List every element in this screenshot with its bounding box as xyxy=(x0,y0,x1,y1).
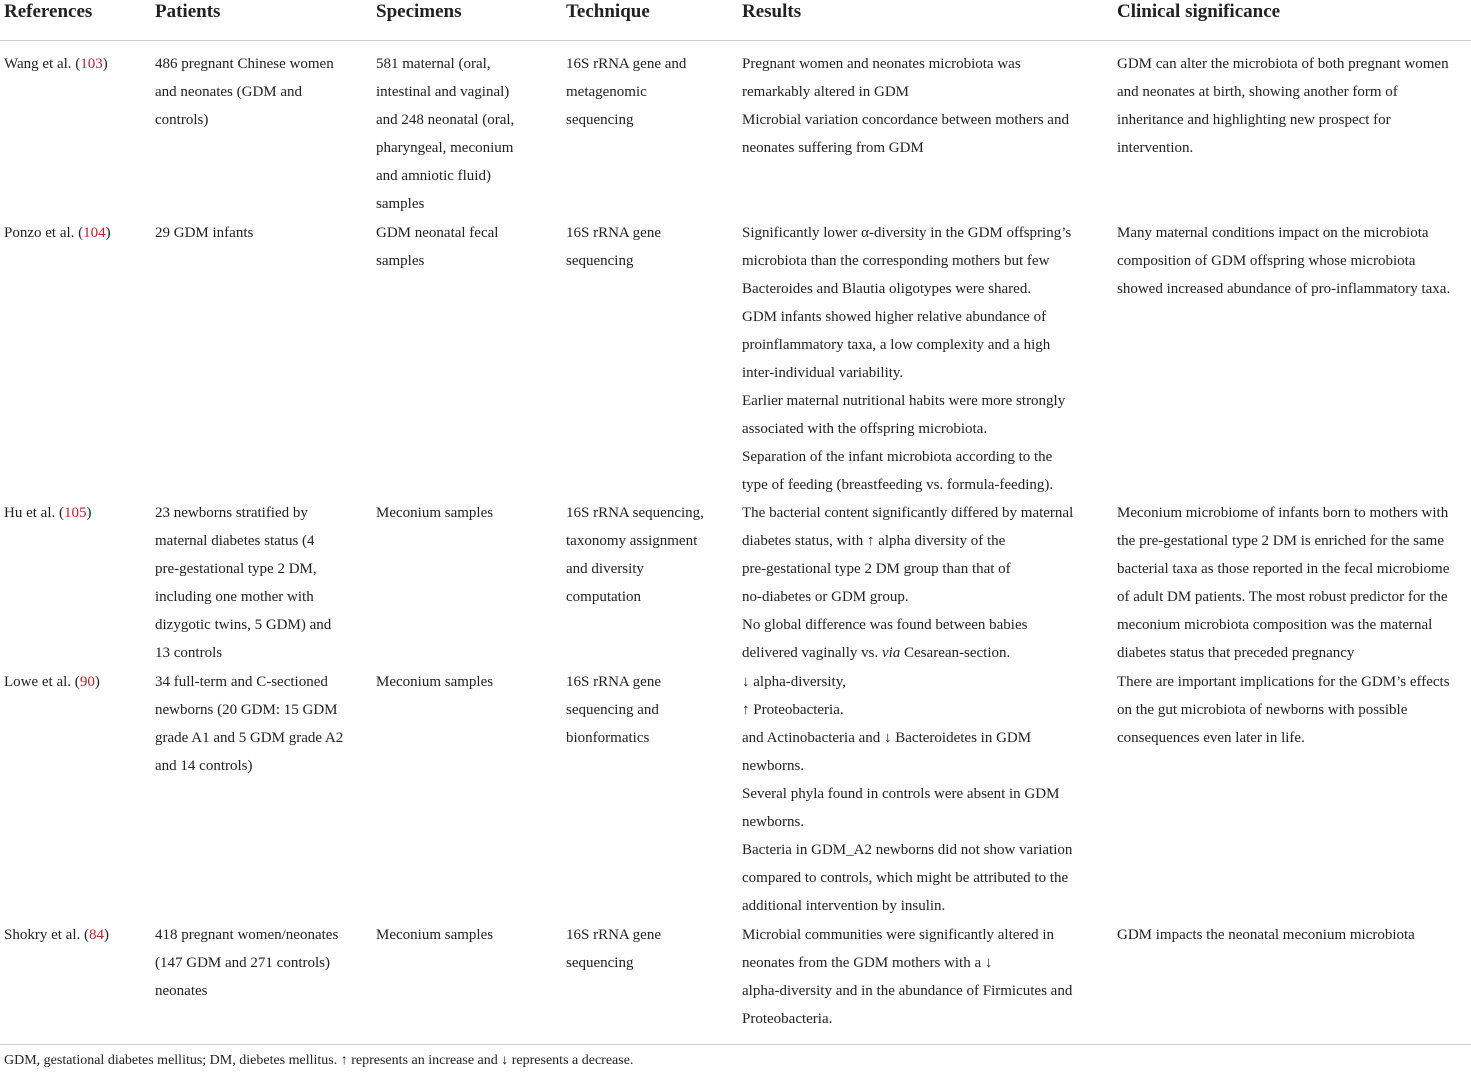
table-header xyxy=(0,0,1471,41)
specimens-cell xyxy=(376,499,556,527)
cell-line: GDM infants showed higher relative abundance of xyxy=(742,309,1047,325)
cell-line: (147 GDM and 271 controls) xyxy=(155,955,330,971)
reference-link[interactable]: 84 xyxy=(88,927,104,943)
cell-line: GDM neonatal fecal xyxy=(376,225,499,241)
cell-line: 13 controls xyxy=(155,645,223,661)
significance-cell xyxy=(1117,499,1469,667)
cell-line: neonates suffering from GDM xyxy=(742,140,924,156)
cell-line: remarkably altered in GDM xyxy=(742,84,910,100)
cell-line: No global difference was found between babies xyxy=(742,617,1028,633)
patients-cell xyxy=(155,219,360,247)
reference-link[interactable]: 104 xyxy=(83,225,106,241)
cell-line: proinflammatory taxa, a low complexity and a high xyxy=(742,337,1051,353)
cell-line: Meconium samples xyxy=(376,674,494,690)
cell-line: neonates xyxy=(155,983,208,999)
cell-line: and 14 controls) xyxy=(155,758,253,774)
cell-line: alpha-diversity and in the abundance of Firmicutes and xyxy=(742,983,1073,999)
reference-author: Shokry et al. ( xyxy=(4,927,89,943)
cell-line: composition of GDM offspring whose microbiota xyxy=(1117,253,1416,269)
cell-line: Microbial communities were significantly altered in xyxy=(742,927,1054,943)
cell-line: samples xyxy=(376,196,425,212)
technique-cell xyxy=(566,921,736,977)
technique-cell xyxy=(566,219,736,275)
significance-cell xyxy=(1117,50,1469,162)
technique-cell xyxy=(566,499,736,611)
patients-cell xyxy=(155,921,360,1005)
reference-author: Hu et al. ( xyxy=(4,505,64,521)
cell-line: Separation of the infant microbiota according to the xyxy=(742,449,1053,465)
cell-line: on the gut microbiota of newborns with possible xyxy=(1117,702,1408,718)
cell-line: diabetes status that preceded pregnancy xyxy=(1117,645,1355,661)
cell-line: Meconium samples xyxy=(376,505,494,521)
header-references: References xyxy=(4,1,93,22)
reference-cell xyxy=(4,499,91,527)
cell-line: bacterial taxa as those reported in the fecal microbiome xyxy=(1117,561,1450,577)
specimens-cell xyxy=(376,921,556,949)
cell-line: intestinal and vaginal) xyxy=(376,84,510,100)
reference-cell xyxy=(4,668,100,696)
cell-line: Bacteria in GDM_A2 newborns did not show variation xyxy=(742,842,1073,858)
cell-line: and neonates (GDM and xyxy=(155,84,303,100)
cell-line: inter-individual variability. xyxy=(742,365,904,381)
reference-link[interactable]: 103 xyxy=(80,56,103,72)
header-specimens: Specimens xyxy=(376,1,462,22)
cell-line: 16S rRNA gene and xyxy=(566,56,687,72)
cell-line: sequencing and xyxy=(566,702,659,718)
cell-line: Pregnant women and neonates microbiota was xyxy=(742,56,1021,72)
reference-author: Lowe et al. ( xyxy=(4,674,80,690)
cell-line: the pre-gestational type 2 DM is enriched for the same xyxy=(1117,533,1444,549)
cell-line: newborns (20 GDM: 15 GDM xyxy=(155,702,338,718)
cell-line: controls) xyxy=(155,112,209,128)
reference-cell xyxy=(4,921,109,949)
cell-line: and neonates at birth, showing another form of xyxy=(1117,84,1398,100)
cell-line: grade A1 and 5 GDM grade A2 xyxy=(155,730,344,746)
cell-line: pre-gestational type 2 DM group than that of xyxy=(742,561,1011,577)
results-cell xyxy=(742,668,1102,920)
technique-cell xyxy=(566,668,736,752)
cell-line: bionformatics xyxy=(566,730,650,746)
cell-line: newborns. xyxy=(742,814,805,830)
cell-line: Significantly lower α-diversity in the GDM offspring’s xyxy=(742,225,1072,241)
cell-line: 29 GDM infants xyxy=(155,225,254,241)
cell-line: showed increased abundance of pro-inflammatory taxa. xyxy=(1117,281,1451,297)
cell-line: 486 pregnant Chinese women xyxy=(155,56,334,72)
header-patients: Patients xyxy=(155,1,221,22)
reference-close: ) xyxy=(86,505,92,521)
cell-line: metagenomic xyxy=(566,84,647,100)
cell-line: GDM impacts the neonatal meconium microbiota xyxy=(1117,927,1415,943)
cell-line: meconium microbiota composition was the maternal xyxy=(1117,617,1433,633)
cell-line: microbiota than the corresponding mothers but few xyxy=(742,253,1050,269)
cell-line: including one mother with xyxy=(155,589,314,605)
cell-line: Microbial variation concordance between mothers and xyxy=(742,112,1069,128)
cell-line: 16S rRNA gene xyxy=(566,674,661,690)
cell-line: compared to controls, which might be attributed to the xyxy=(742,870,1069,886)
patients-cell xyxy=(155,668,360,780)
reference-link[interactable]: 105 xyxy=(63,505,87,521)
header-clinical-significance: Clinical significance xyxy=(1117,1,1281,22)
cell-line: GDM can alter the microbiota of both pregnant women xyxy=(1117,56,1449,72)
cell-line: pre-gestational type 2 DM, xyxy=(155,561,317,577)
cell-line: neonates from the GDM mothers with a ↓ xyxy=(742,955,993,971)
cell-line: Earlier maternal nutritional habits were more strongly xyxy=(742,393,1066,409)
patients-cell xyxy=(155,50,360,134)
cell-line: Meconium microbiome of infants born to mothers with xyxy=(1117,505,1449,521)
cell-line: and 248 neonatal (oral, xyxy=(376,112,515,128)
results-cell xyxy=(742,499,1102,667)
cell-line: additional intervention by insulin. xyxy=(742,898,946,914)
reference-author: Ponzo et al. ( xyxy=(4,225,84,241)
specimens-cell xyxy=(376,668,556,696)
cell-line: sequencing xyxy=(566,112,634,128)
table-footnote xyxy=(0,1044,1471,1068)
reference-link[interactable]: 90 xyxy=(79,674,95,690)
cell-line: samples xyxy=(376,253,425,269)
header-technique: Technique xyxy=(566,1,650,22)
cell-line: 16S rRNA sequencing, xyxy=(566,505,704,521)
results-cell xyxy=(742,921,1102,1033)
cell-line: Many maternal conditions impact on the microbiota xyxy=(1117,225,1429,241)
cell-line: intervention. xyxy=(1117,140,1194,156)
cell-line: of adult DM patients. The most robust predictor for the xyxy=(1117,589,1448,605)
reference-close: ) xyxy=(94,674,100,690)
cell-line: associated with the offspring microbiota. xyxy=(742,421,988,437)
specimens-cell xyxy=(376,219,556,275)
cell-line: ↓ alpha-diversity, xyxy=(742,674,846,690)
significance-cell xyxy=(1117,668,1469,752)
cell-line: and amniotic fluid) xyxy=(376,168,491,184)
cell-line: 16S rRNA gene xyxy=(566,225,661,241)
cell-line: 16S rRNA gene xyxy=(566,927,661,943)
cell-line: dizygotic twins, 5 GDM) and xyxy=(155,617,332,633)
cell-line: delivered vaginally vs. via Cesarean-section. xyxy=(742,645,1011,661)
cell-line: 581 maternal (oral, xyxy=(376,56,491,72)
cell-line: The bacterial content significantly differed by maternal xyxy=(742,505,1074,521)
cell-line: pharyngeal, meconium xyxy=(376,140,514,156)
cell-line: 34 full-term and C-sectioned xyxy=(155,674,328,690)
significance-cell xyxy=(1117,921,1469,949)
cell-line: maternal diabetes status (4 xyxy=(155,533,315,549)
reference-close: ) xyxy=(105,225,111,241)
cell-line: Proteobacteria. xyxy=(742,1011,833,1027)
cell-line: newborns. xyxy=(742,758,805,774)
reference-cell xyxy=(4,219,111,247)
results-cell xyxy=(742,50,1102,162)
cell-line: sequencing xyxy=(566,955,634,971)
reference-close: ) xyxy=(103,927,109,943)
cell-line: sequencing xyxy=(566,253,634,269)
cell-line: and Actinobacteria and ↓ Bacteroidetes in GDM xyxy=(742,730,1032,746)
cell-line: and diversity xyxy=(566,561,644,577)
cell-line: inheritance and highlighting new prospect for xyxy=(1117,112,1391,128)
patients-cell xyxy=(155,499,360,667)
header-results: Results xyxy=(742,1,802,22)
cell-line: no-diabetes or GDM group. xyxy=(742,589,909,605)
cell-line: taxonomy assignment xyxy=(566,533,698,549)
cell-line: type of feeding (breastfeeding vs. formula-feeding). xyxy=(742,477,1054,493)
reference-close: ) xyxy=(102,56,108,72)
significance-cell xyxy=(1117,219,1469,303)
reference-author: Wang et al. ( xyxy=(4,56,81,72)
specimens-cell xyxy=(376,50,556,218)
cell-line: 418 pregnant women/neonates xyxy=(155,927,339,943)
cell-line: diabetes status, with ↑ alpha diversity of the xyxy=(742,533,1006,549)
cell-line: computation xyxy=(566,589,641,605)
results-cell xyxy=(742,219,1102,499)
cell-line: There are important implications for the GDM’s effects xyxy=(1117,674,1450,690)
cell-line: ↑ Proteobacteria. xyxy=(742,702,844,718)
cell-line: consequences even later in life. xyxy=(1117,730,1305,746)
cell-line: Meconium samples xyxy=(376,927,494,943)
cell-line: Bacteroides and Blautia oligotypes were shared. xyxy=(742,281,1032,297)
reference-cell xyxy=(4,50,108,78)
footnote-text: GDM, gestational diabetes mellitus; DM, diebetes mellitus. ↑ represents an increase and ↓ represents a decrease. xyxy=(4,1053,634,1068)
cell-line: Several phyla found in controls were absent in GDM xyxy=(742,786,1060,802)
cell-line: 23 newborns stratified by xyxy=(155,505,308,521)
technique-cell xyxy=(566,50,736,134)
